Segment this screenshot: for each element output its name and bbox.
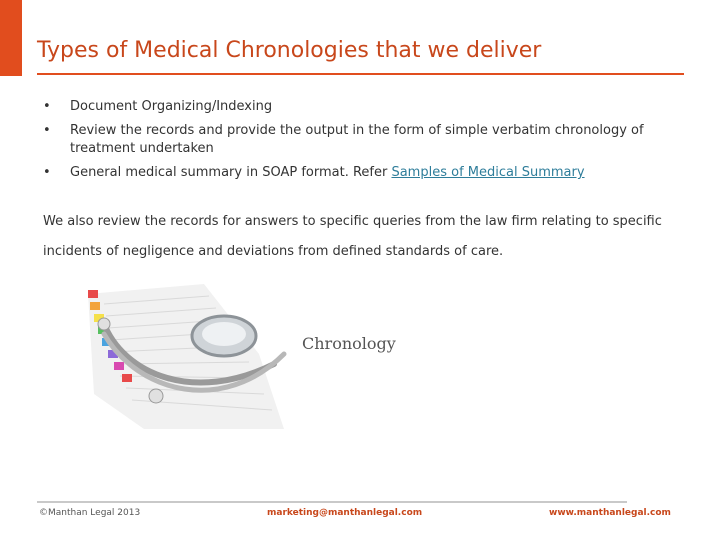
footer-divider [37,501,627,503]
bullet-item [43,122,683,158]
medical-summary-samples-link[interactable]: Samples of Medical Summary [391,165,585,180]
footer-email: marketing@manthanlegal.com [267,508,423,518]
bullet-dot: • [43,165,51,180]
bullet-list [43,98,683,188]
bullet-dot: • [43,99,51,114]
title-accent-bar [0,0,22,76]
body-paragraph: We also review the records for answers to specific queries from the law firm relating to specific incidents of negligence and deviations from defined standards of care. [43,214,662,259]
bullet-text: Document Organizing/Indexing [70,99,273,114]
slide-title: Types of Medical Chronologies that we deliver [37,38,542,63]
bullet-text: Review the records and provide the output in the form of simple verbatim chronology of treatment undertaken [70,123,644,156]
bullet-item [43,164,683,182]
bullet-item [43,98,683,116]
footer-website: www.manthanlegal.com [549,508,671,518]
chronology-stethoscope-image [84,284,404,429]
bullet-text: General medical summary in SOAP format. Refer [70,165,392,180]
bullet-dot: • [43,123,51,138]
footer-copyright: ©Manthan Legal 2013 [39,508,141,518]
image-caption: Chronology [302,334,396,353]
title-underline [37,73,684,75]
